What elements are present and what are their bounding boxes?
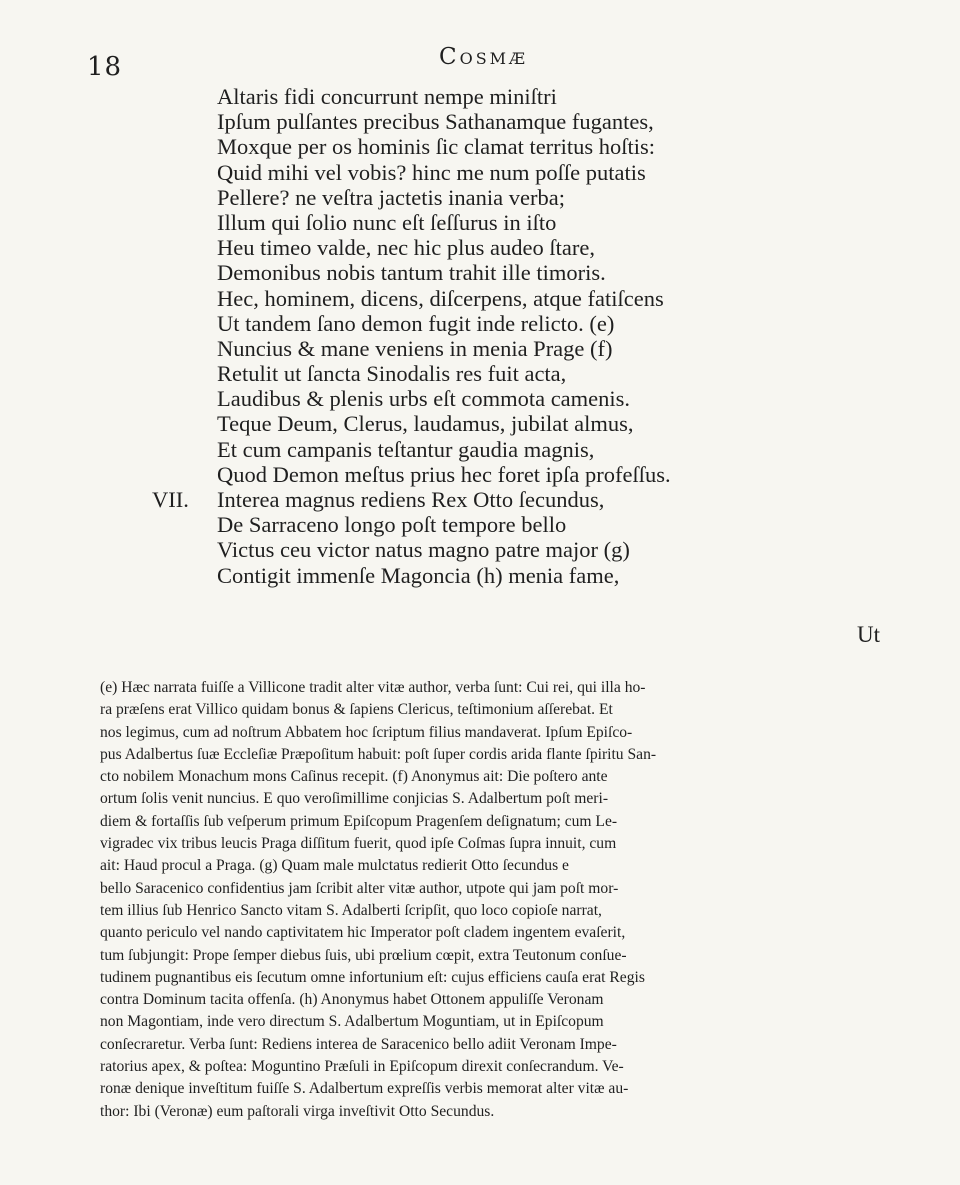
verse-line: Demonibus nobis tantum trahit ille timoris. (217, 260, 606, 286)
footnote-line: non Magontiam, inde vero directum S. Adalbertum Moguntiam, ut in Epiſcopum (100, 1013, 604, 1031)
footnote-line: tum ſubjungit: Prope ſemper diebus ſuis, ubi prœlium cœpit, extra Teutonum conſue- (100, 946, 627, 964)
footnote-line: (e) Hæc narrata fuiſſe a Villicone tradit alter vitæ author, verba ſunt: Cui rei, qui illa ho- (100, 679, 646, 696)
verse-line: Victus ceu victor natus magno patre major (g) (217, 537, 630, 563)
footnote-line: ronæ denique inveſtitum fuiſſe S. Adalbertum expreſſis verbis memorat alter vitæ au- (100, 1080, 629, 1098)
verse-line: Ut tandem ſano demon fugit inde relicto. (e) (217, 310, 615, 336)
verse-line: Quid mihi vel vobis? hinc me num poſſe putatis (217, 159, 646, 185)
footnote-line: diem & fortaſſis ſub veſperum primum Epiſcopum Pragenſem deſignatum; cum Le- (100, 812, 618, 830)
stanza-number: VII. (152, 487, 189, 512)
footnotes (100, 677, 900, 1123)
verse-line: Quod Demon meſtus prius hec foret ipſa profeſſus. (217, 461, 671, 487)
verse-line-stanza-start (152, 487, 857, 512)
verse-line-text: Interea magnus rediens Rex Otto ſecundus, (217, 487, 605, 512)
footnote-line: tudinem pugnantibus eis ſecutum omne infortunium eſt: cujus efficiens cauſa erat Regis (100, 968, 645, 986)
verse-line: Retulit ut ſancta Sinodalis res fuit acta, (217, 361, 567, 387)
footnote-line: nos legimus, cum ad noſtrum Abbatem hoc ſcriptum filius mandaverat. Ipſum Epiſco- (100, 723, 633, 741)
verse-line: Altaris fidi concurrunt nempe miniſtri (217, 84, 557, 109)
verse-line: Ipſum pulſantes precibus Sathanamque fugantes, (217, 109, 654, 135)
running-head: Cosmæ (439, 44, 529, 70)
footnote-line: vigradec vix tribus leucis Praga diſſitum fuerit, quod ipſe Coſmas ſupra innuit, cum (100, 835, 617, 853)
verse-line: Et cum campanis teſtantur gaudia magnis, (217, 436, 595, 462)
verse-line: Moxque per os hominis ſic clamat territus hoſtis: (217, 134, 656, 160)
footnote-line: tem illius ſub Henrico Sancto vitam S. Adalberti ſcripſit, quo loco copioſe narrat, (100, 901, 602, 919)
catchword: Ut (857, 622, 880, 647)
verse-line: Laudibus & plenis urbs eſt commota camenis. (217, 386, 631, 412)
footnote-line: quanto periculo vel nando captivitatem hic Imperator poſt cladem ingentem evaſerit, (100, 924, 626, 942)
verse-line: Heu timeo valde, nec hic plus audeo ſtare, (217, 235, 595, 261)
page-number: 18 (87, 52, 123, 82)
verse-line: Pellere? ne veſtra jactetis inania verba; (217, 184, 565, 210)
verse-line: Illum qui ſolio nunc eſt ſeſſurus in iſto (217, 209, 557, 235)
footnote-line: thor: Ibi (Veronæ) eum paſtorali virga inveſtivit Otto Secundus. (100, 1102, 495, 1120)
footnote-line: ra præſens erat Villico quidam bonus & ſapiens Clericus, teſtimonium aſſerebat. Et (100, 701, 613, 719)
footnote-line: ortum ſolis venit nuncius. E quo veroſimillime conjicias S. Adalbertum poſt meri- (100, 790, 609, 808)
verse-block (152, 84, 857, 588)
verse-line: Nuncius & mane veniens in menia Prage (f) (217, 335, 613, 361)
footnote-line: ratorius apex, & poſtea: Moguntino Præſuli in Epiſcopum direxit conſecrandum. Ve- (100, 1058, 624, 1076)
verse-line: De Sarraceno longo poſt tempore bello (217, 512, 567, 538)
footnote-line: contra Dominum tacita offenſa. (h) Anonymus habet Ottonem appuliſſe Veronam (100, 991, 604, 1009)
footnote-line: pus Adalbertus ſuæ Eccleſiæ Præpoſitum habuit: poſt ſuper cordis arida flante ſpiritu San- (100, 745, 657, 763)
footnote-line: cto nobilem Monachum mons Caſinus recepit. (f) Anonymus ait: Die poſtero ante (100, 768, 608, 786)
footnote-line: ait: Haud procul a Praga. (g) Quam male mulctatus redierit Otto ſecundus e (100, 857, 569, 875)
verse-line: Contigit immenſe Magoncia (h) menia fame, (217, 562, 620, 588)
footnote-line: conſecraretur. Verba ſunt: Rediens interea de Saracenico bello adiit Veronam Impe- (100, 1035, 617, 1053)
footnote-line: bello Saracenico confidentius jam ſcribit alter vitæ author, utpote qui jam poſt mor- (100, 879, 619, 897)
verse-line: Teque Deum, Clerus, laudamus, jubilat almus, (217, 411, 634, 437)
verse-line: Hec, hominem, dicens, diſcerpens, atque fatiſcens (217, 285, 664, 311)
